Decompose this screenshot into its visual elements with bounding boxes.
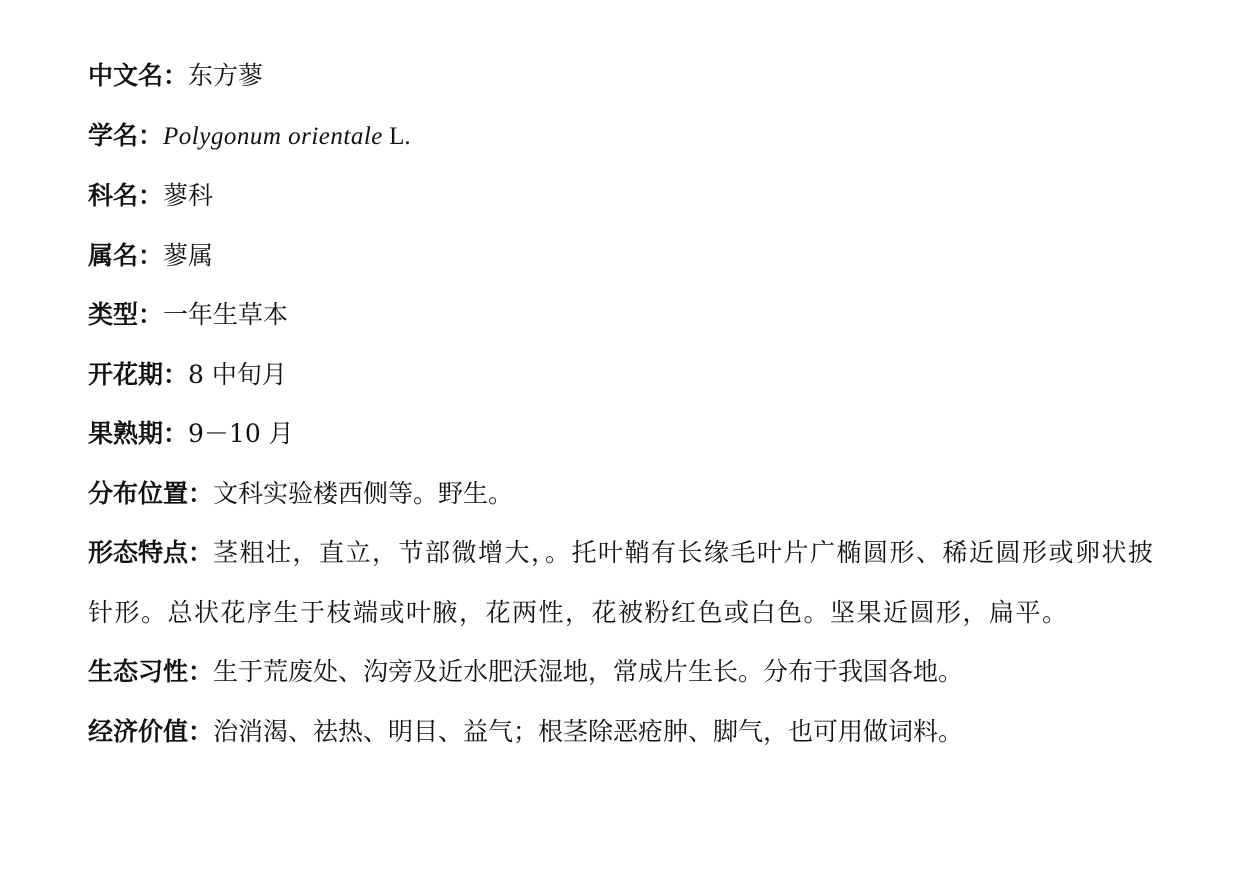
ecology-value: 生于荒废处、沟旁及近水肥沃湿地，常成片生长。分布于我国各地。 [213, 657, 964, 686]
fruiting-label: 果熟期： [88, 419, 189, 448]
type-row [88, 285, 1168, 345]
flowering-label: 开花期： [88, 359, 189, 389]
ecology-label: 生态习性： [88, 657, 214, 686]
plant-document [88, 46, 1168, 761]
family-value: 蓼科 [163, 181, 214, 210]
genus-row [88, 226, 1168, 286]
morphology-value: 茎粗壮，直立，节部微增大，。托叶鞘有长缘毛叶片广椭圆形、稀近圆形或卵状披针形。总状花序生于枝端或叶腋，花两性，花被粉红色或白色。坚果近圆形，扁平。 [88, 538, 1155, 627]
location-value: 文科实验楼西侧等。野生。 [213, 478, 514, 508]
scientific-name-author: L. [382, 122, 411, 150]
morphology-row [88, 523, 1168, 642]
type-label: 类型： [88, 300, 164, 329]
genus-value: 蓼属 [163, 240, 214, 270]
flowering-row [88, 345, 1168, 405]
economic-row [88, 702, 1168, 762]
chinese-name-value: 东方蓼 [188, 61, 264, 90]
chinese-name-label: 中文名： [88, 61, 189, 90]
scientific-name-row [88, 106, 1168, 167]
family-row [88, 166, 1168, 226]
economic-value: 治消渴、祛热、明目、益气；根茎除恶疮肿、脚气，也可用做词料。 [213, 716, 964, 746]
scientific-name-label: 学名： [88, 120, 164, 150]
genus-label: 属名： [88, 240, 164, 270]
chinese-name-row [88, 46, 1168, 106]
morphology-label: 形态特点： [88, 538, 214, 567]
family-label: 科名： [88, 181, 164, 210]
economic-label: 经济价值： [88, 716, 214, 746]
type-value: 一年生草本 [163, 300, 289, 329]
scientific-name-binomial: Polygonum orientale [163, 122, 383, 150]
location-row [88, 464, 1168, 524]
fruiting-row [88, 404, 1168, 464]
ecology-row [88, 642, 1168, 702]
flowering-value: 8 中旬月 [188, 359, 287, 389]
location-label: 分布位置： [88, 478, 214, 508]
fruiting-value: 9－10 月 [188, 419, 294, 448]
